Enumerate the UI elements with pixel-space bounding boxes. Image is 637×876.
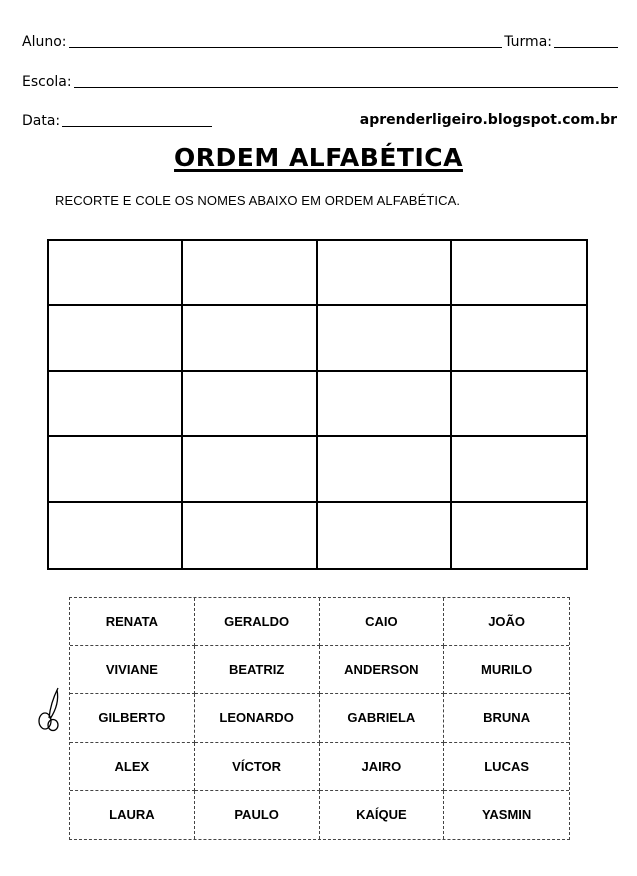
site-url: aprenderligeiro.blogspot.com.br bbox=[359, 112, 617, 128]
name-card[interactable]: GERALDO bbox=[195, 598, 320, 646]
escola-field-row bbox=[22, 73, 618, 90]
answer-cell[interactable] bbox=[452, 306, 586, 371]
answer-cell[interactable] bbox=[49, 437, 183, 502]
page-title-text: ORDEM ALFABÉTICA bbox=[174, 143, 463, 172]
answer-cell[interactable] bbox=[318, 372, 452, 437]
name-card[interactable]: VIVIANE bbox=[70, 646, 195, 694]
answer-cell[interactable] bbox=[49, 306, 183, 371]
name-card[interactable]: KAÍQUE bbox=[320, 791, 445, 839]
aluno-field-row bbox=[22, 33, 618, 50]
instruction-text: RECORTE E COLE OS NOMES ABAIXO EM ORDEM ALFABÉTICA. bbox=[55, 193, 461, 208]
data-field-row bbox=[22, 112, 222, 129]
escola-input-line[interactable] bbox=[74, 73, 618, 88]
answer-cell[interactable] bbox=[452, 372, 586, 437]
name-card[interactable]: LEONARDO bbox=[195, 694, 320, 742]
data-input-line[interactable] bbox=[62, 112, 212, 127]
name-card[interactable]: MURILO bbox=[444, 646, 569, 694]
answer-grid bbox=[47, 239, 588, 570]
escola-label: Escola: bbox=[22, 74, 72, 90]
answer-cell[interactable] bbox=[452, 241, 586, 306]
answer-cell[interactable] bbox=[183, 503, 317, 568]
answer-cell[interactable] bbox=[183, 241, 317, 306]
aluno-input-line[interactable] bbox=[69, 33, 503, 48]
answer-cell[interactable] bbox=[318, 306, 452, 371]
name-card[interactable]: BEATRIZ bbox=[195, 646, 320, 694]
name-card[interactable]: ANDERSON bbox=[320, 646, 445, 694]
name-card[interactable]: LAURA bbox=[70, 791, 195, 839]
name-card[interactable]: YASMIN bbox=[481, 807, 532, 823]
answer-cell[interactable] bbox=[183, 306, 317, 371]
name-card[interactable]: GABRIELA bbox=[320, 694, 445, 742]
turma-input-line[interactable] bbox=[554, 33, 618, 48]
answer-cell[interactable] bbox=[183, 372, 317, 437]
name-card[interactable]: CAIO bbox=[320, 598, 445, 646]
answer-cell[interactable] bbox=[49, 503, 183, 568]
name-card[interactable]: PAULO bbox=[195, 791, 320, 839]
scissors-icon bbox=[36, 686, 70, 732]
name-card[interactable]: ALEX bbox=[70, 743, 195, 791]
answer-cell[interactable] bbox=[318, 241, 452, 306]
name-card[interactable]: VÍCTOR bbox=[195, 743, 320, 791]
answer-cell[interactable] bbox=[183, 437, 317, 502]
name-card[interactable]: GILBERTO bbox=[70, 694, 195, 742]
name-card[interactable]: LUCAS bbox=[444, 743, 569, 791]
page-title bbox=[0, 143, 637, 172]
answer-cell[interactable] bbox=[318, 503, 452, 568]
name-card[interactable]: RENATA bbox=[70, 598, 195, 646]
name-card[interactable]: BRUNA bbox=[444, 694, 569, 742]
answer-cell[interactable] bbox=[49, 372, 183, 437]
answer-cell[interactable] bbox=[452, 503, 586, 568]
turma-label: Turma: bbox=[504, 34, 552, 50]
answer-cell[interactable] bbox=[49, 241, 183, 306]
data-label: Data: bbox=[22, 113, 61, 129]
answer-cell[interactable] bbox=[318, 437, 452, 502]
names-grid bbox=[69, 597, 570, 840]
name-card[interactable]: JOÃO bbox=[444, 598, 569, 646]
name-card[interactable]: JAIRO bbox=[320, 743, 445, 791]
answer-cell[interactable] bbox=[452, 437, 586, 502]
aluno-label: Aluno: bbox=[22, 34, 67, 50]
